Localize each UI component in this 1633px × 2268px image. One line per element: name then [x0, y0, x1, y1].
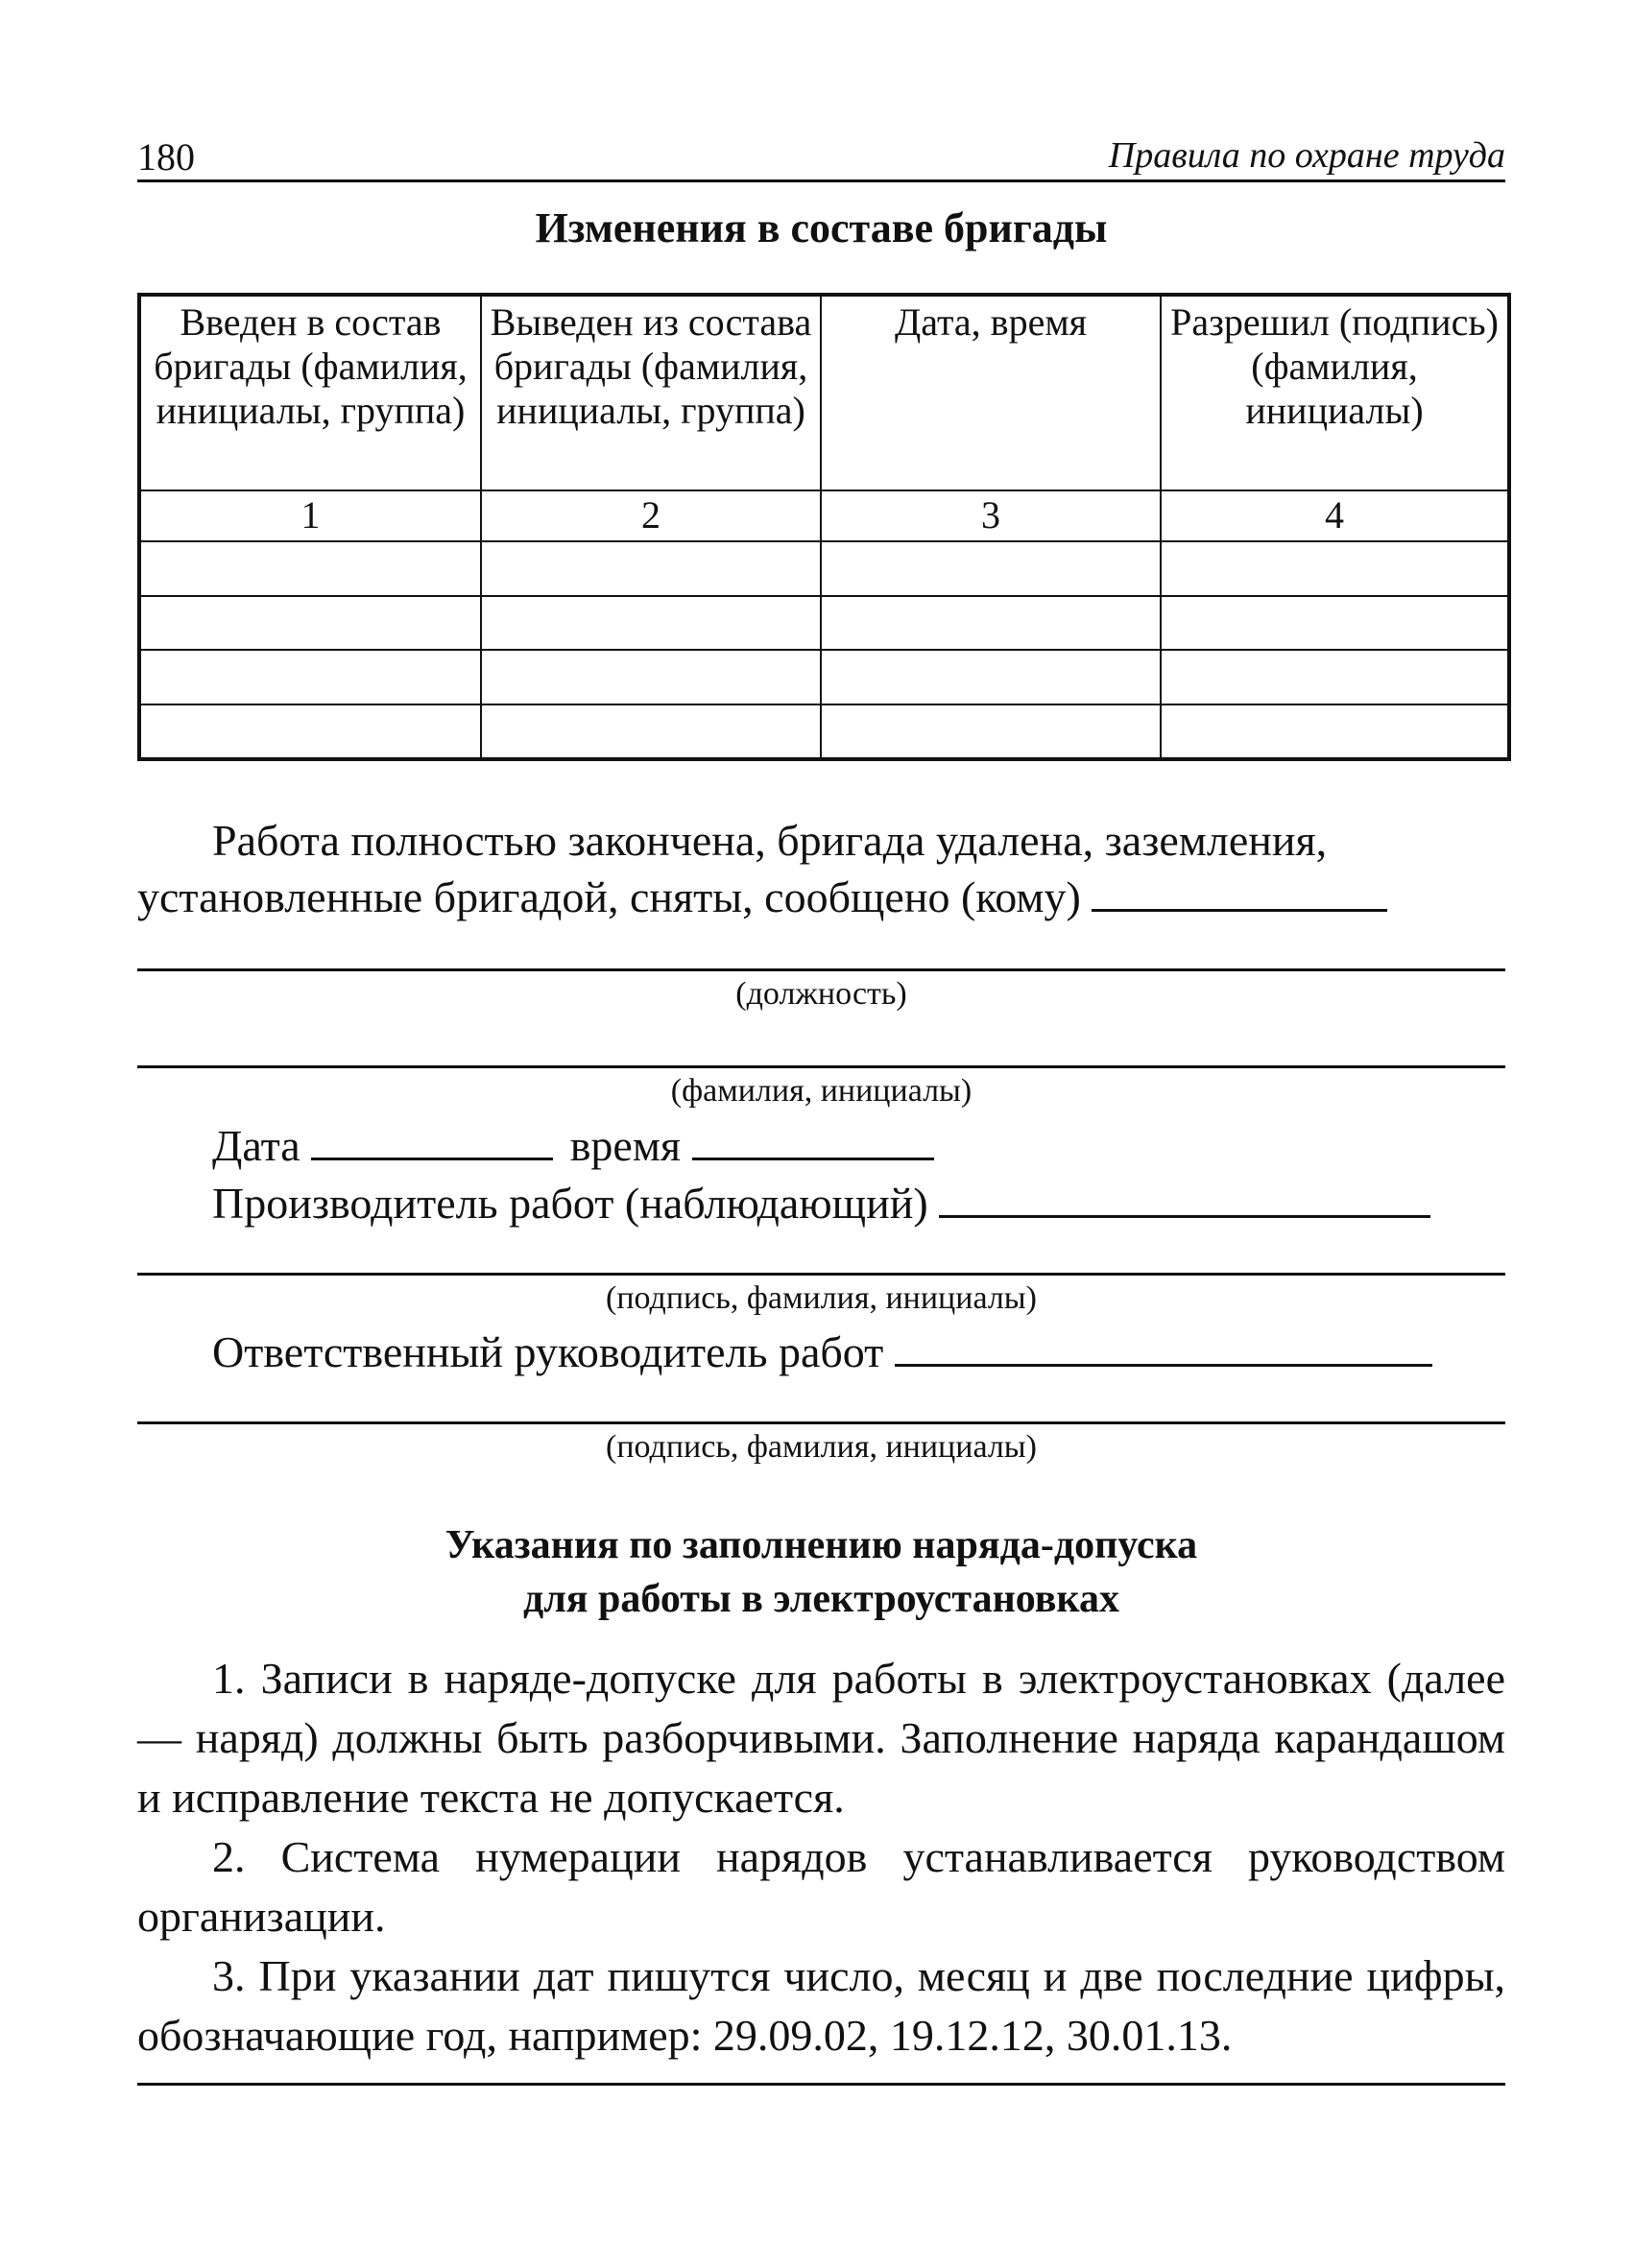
table-row [139, 704, 1509, 759]
table-cell [481, 704, 821, 759]
position-caption: (должность) [735, 976, 907, 1012]
column-header-added: Введен в состав бригады (фамилия, инициалы, группа) [139, 295, 481, 490]
date-field[interactable] [311, 1119, 553, 1160]
instruction-item-2: 2. Система нумерации нарядов устанавливается руководством организации. [137, 1832, 1505, 1941]
manager-sign-caption: (подпись, фамилия, инициалы) [606, 1429, 1037, 1465]
table-cell [1161, 596, 1509, 650]
name-caption: (фамилия, инициалы) [670, 1073, 973, 1109]
manager-label: Ответственный руководитель работ [212, 1327, 884, 1376]
column-number-row [139, 490, 1509, 541]
table-cell [821, 704, 1161, 759]
name-line[interactable] [137, 1065, 1505, 1068]
footer-rule [137, 2083, 1505, 2086]
running-title: Правила по охране труда [1108, 135, 1505, 176]
reported-to-field[interactable] [1092, 871, 1387, 912]
table-header-row [139, 295, 1509, 490]
brigade-changes-table [137, 293, 1511, 761]
foreman-row [212, 1174, 1430, 1233]
table-cell [821, 596, 1161, 650]
column-number: 1 [139, 490, 481, 541]
header-rule [137, 179, 1505, 182]
date-time-row [212, 1116, 934, 1176]
manager-sign-line[interactable] [137, 1421, 1505, 1424]
column-header-permitted: Разрешил (подпись) (фамилия, инициалы) [1161, 295, 1509, 490]
table-cell [481, 650, 821, 704]
table-cell [1161, 650, 1509, 704]
foreman-sign-line[interactable] [137, 1273, 1505, 1276]
instruction-item-3: 3. При указании дат пишутся число, месяц и две последние цифры, обозначающие год, например: 29.09.02, 19.12.12, 30.01.13. [137, 1951, 1505, 2060]
manager-row [212, 1323, 1432, 1382]
date-label: Дата [212, 1121, 300, 1170]
table-cell [821, 541, 1161, 595]
page-number: 180 [137, 135, 195, 179]
time-label: время [569, 1121, 682, 1170]
table-cell [481, 541, 821, 595]
table-cell [139, 596, 481, 650]
table-cell [481, 596, 821, 650]
table-cell [1161, 541, 1509, 595]
column-header-removed: Выведен из состава бригады (фамилия, инициалы, группа) [481, 295, 821, 490]
column-number: 4 [1161, 490, 1509, 541]
table-row [139, 650, 1509, 704]
manager-field[interactable] [895, 1325, 1432, 1367]
column-header-datetime: Дата, время [821, 295, 1161, 490]
table-cell [821, 650, 1161, 704]
position-line[interactable] [137, 968, 1505, 971]
foreman-label: Производитель работ (наблюдающий) [212, 1179, 928, 1228]
brigade-section-title: Изменения в составе бригады [535, 204, 1108, 251]
table-cell [139, 704, 481, 759]
column-number: 3 [821, 490, 1161, 541]
table-row [139, 541, 1509, 595]
foreman-field[interactable] [939, 1177, 1430, 1218]
completion-statement-text2: установленные бригадой, сняты, сообщено (кому) [137, 872, 1081, 921]
instruction-item-1: 1. Записи в наряде-допуске для работы в электроустановках (далее — наряд) должны быть разборчивыми. Заполнение наряда карандашом и исправление текста не допускается. [137, 1654, 1505, 1822]
time-field[interactable] [692, 1119, 934, 1160]
table-row [139, 596, 1509, 650]
completion-statement-line1 [137, 811, 1505, 871]
instructions-title-line2: для работы в электроустановках [523, 1577, 1119, 1621]
completion-statement-text1: Работа полностью закончена, бригада удалена, заземления, [212, 816, 1328, 865]
foreman-sign-caption: (подпись, фамилия, инициалы) [606, 1280, 1037, 1316]
table-cell [1161, 704, 1509, 759]
column-number: 2 [481, 490, 821, 541]
instructions-title-line1: Указания по заполнению наряда-допуска [444, 1523, 1198, 1567]
table-cell [139, 541, 481, 595]
table-cell [139, 650, 481, 704]
completion-statement-line2 [137, 868, 1387, 927]
